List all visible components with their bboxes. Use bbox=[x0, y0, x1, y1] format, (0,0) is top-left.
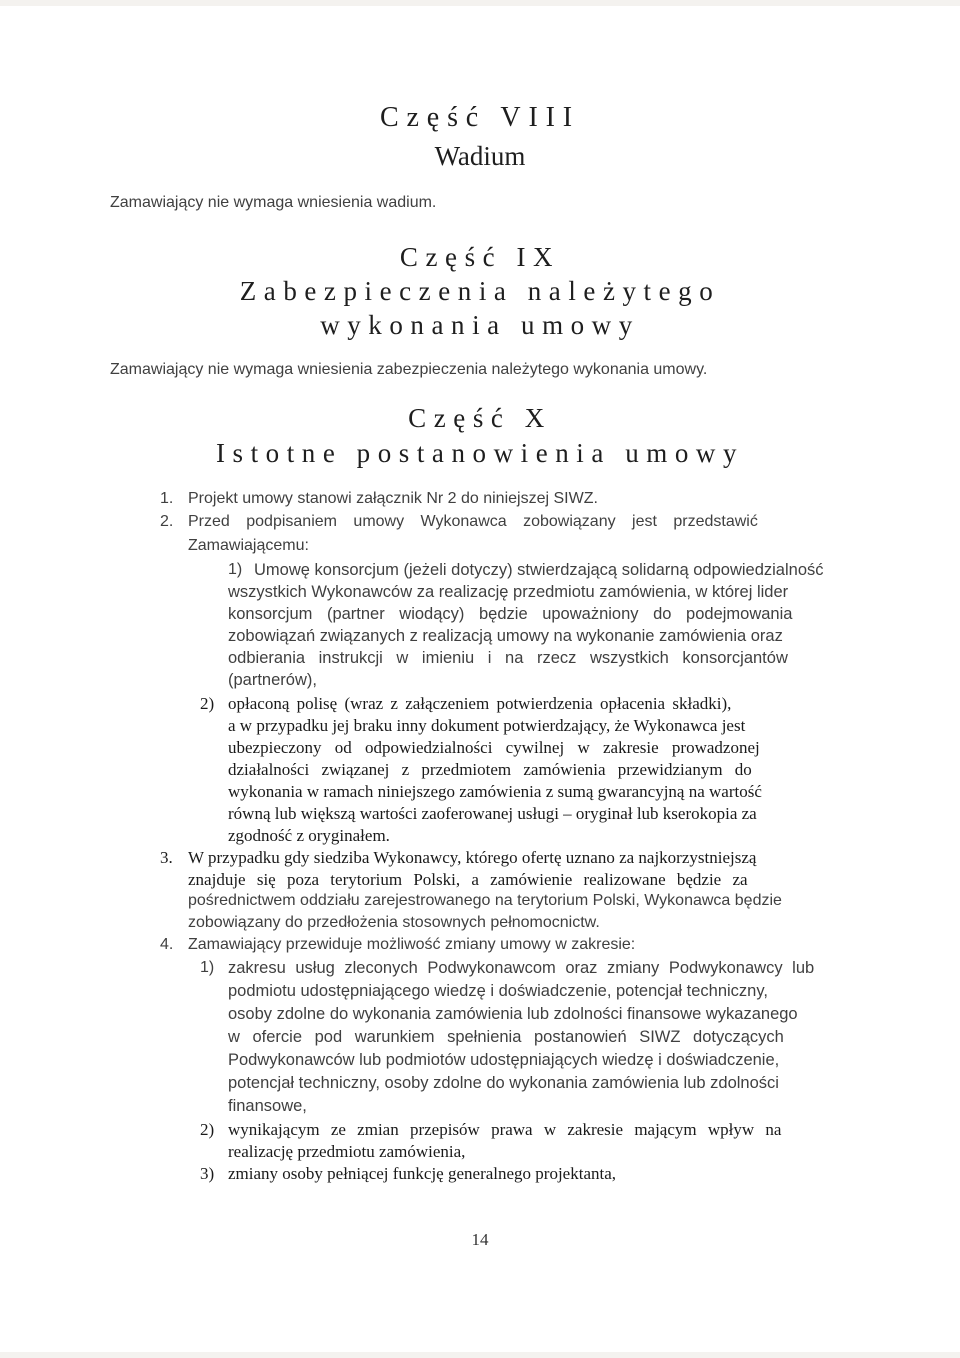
part8-subtitle: Wadium bbox=[434, 141, 526, 171]
item2-sub2-line: działalności związanej z przedmiotem zamówienia przewidzianym do bbox=[228, 760, 752, 779]
part10-subtitle: Istotne postanowienia umowy bbox=[215, 438, 745, 468]
part8-text: Zamawiający nie wymaga wniesienia wadium. bbox=[110, 194, 437, 211]
item3-line: pośrednictwem oddziału zarejestrowanego na terytorium Polski, Wykonawca będzie bbox=[188, 892, 782, 909]
part9-title: Część IX bbox=[399, 242, 561, 272]
item4-sub2-line: wynikającym ze zmian przepisów prawa w zakresie mającym wpływ na bbox=[228, 1120, 782, 1139]
item4-sub3-line: zmiany osoby pełniącej funkcję generalnego projektanta, bbox=[228, 1164, 617, 1183]
item2-sub2-line: opłaconą polisę (wraz z załączeniem potwierdzenia opłacenia składki), bbox=[228, 694, 732, 713]
item3-number: 3. bbox=[160, 848, 173, 867]
item2-sub2-line: zgodność z oryginałem. bbox=[228, 826, 390, 845]
part10-title: Część X bbox=[408, 403, 552, 433]
item2-sub1-line: odbierania instrukcji w imieniu i na rzecz wszystkich konsorcjantów bbox=[228, 649, 788, 667]
item2-line2: Zamawiającemu: bbox=[188, 537, 309, 554]
item4-sub1-line: zakresu usług zleconych Podwykonawcom oraz zmiany Podwykonawcy lub bbox=[228, 959, 815, 977]
item2-line1-text: Przed podpisaniem umowy Wykonawca zobowiązany jest przedstawić bbox=[188, 513, 758, 530]
part8-title: Część VIII bbox=[380, 102, 580, 133]
item3-line: znajduje się poza terytorium Polski, a zamówienie realizowane będzie za bbox=[188, 870, 748, 889]
page-number: 14 bbox=[471, 1230, 489, 1249]
item2-sub2-line: równą lub większą wartości zaoferowanej usługi – oryginał lub kserokopia za bbox=[228, 804, 757, 823]
item2-number: 2. bbox=[160, 513, 174, 530]
item4-sub1-line: osoby zdolne do wykonania zamówienia lub zdolności finansowe wykazanego bbox=[228, 1005, 798, 1023]
item2-sub2-line: ubezpieczony od odpowiedzialności cywilnej w zakresie prowadzonej bbox=[228, 738, 760, 757]
item4-sub1-line: finansowe, bbox=[228, 1097, 307, 1115]
item1-text: Projekt umowy stanowi załącznik Nr 2 do niniejszej SIWZ. bbox=[188, 490, 598, 507]
item2-sub2-line: wykonania w ramach niniejszego zamówienia z sumą gwarancyjną na wartość bbox=[228, 782, 762, 801]
scan-edge-top bbox=[0, 0, 960, 6]
item4-sub2-number: 2) bbox=[200, 1120, 215, 1139]
item2-sub1-line: (partnerów), bbox=[228, 671, 317, 689]
item4-line1: Zamawiający przewiduje możliwość zmiany umowy w zakresie: bbox=[188, 936, 636, 953]
item4-sub3-number: 3) bbox=[200, 1164, 215, 1183]
item4-sub2-line: realizację przedmiotu zamówienia, bbox=[228, 1142, 466, 1161]
item4-sub1-line: podmiotu udostępniającego wiedzę i doświadczenie, potencjał techniczny, bbox=[228, 982, 768, 1000]
item4-sub1-line: potencjał techniczny, osoby zdolne do wykonania zamówienia lub zdolności bbox=[228, 1074, 779, 1092]
item2-sub2-number: 2) bbox=[200, 694, 215, 713]
item4-sub1-number: 1) bbox=[200, 959, 215, 976]
item2-sub1-line: zobowiązań związanych z realizacją umowy na wykonanie zamówienia oraz bbox=[228, 627, 783, 645]
item3-line: zobowiązany do przedłożenia stosownych pełnomocnictw. bbox=[188, 914, 600, 931]
scan-edge-bottom bbox=[0, 1352, 960, 1358]
item2-sub1-line: wszystkich Wykonawców za realizację przedmiotu zamówienia, w której lider bbox=[228, 583, 789, 601]
part9-text: Zamawiający nie wymaga wniesienia zabezpieczenia należytego wykonania umowy. bbox=[110, 361, 708, 378]
item2-sub1-line: Umowę konsorcjum (jeżeli dotyczy) stwierdzającą solidarną odpowiedzialność bbox=[254, 561, 824, 579]
part9-subtitle-line2: wykonania umowy bbox=[320, 310, 640, 340]
item2-line1 bbox=[188, 514, 818, 530]
item4-sub1-line: w ofercie pod warunkiem spełnienia postanowień SIWZ dotyczących bbox=[228, 1028, 784, 1046]
item4-number: 4. bbox=[160, 936, 174, 953]
item3-line: W przypadku gdy siedziba Wykonawcy, którego ofertę uznano za najkorzystniejszą bbox=[188, 848, 757, 867]
item1-number: 1. bbox=[160, 490, 174, 507]
item4-sub1-line: Podwykonawców lub podmiotów udostępniających wiedzę i doświadczenie, bbox=[228, 1051, 780, 1069]
item2-sub1-line: konsorcjum (partner wiodący) będzie upoważniony do podejmowania bbox=[228, 605, 793, 623]
item2-sub2-line: a w przypadku jej braku inny dokument potwierdzający, że Wykonawca jest bbox=[228, 716, 746, 735]
part9-subtitle-line1: Zabezpieczenia należytego bbox=[239, 276, 721, 306]
item2-sub1-number: 1) bbox=[228, 561, 243, 578]
